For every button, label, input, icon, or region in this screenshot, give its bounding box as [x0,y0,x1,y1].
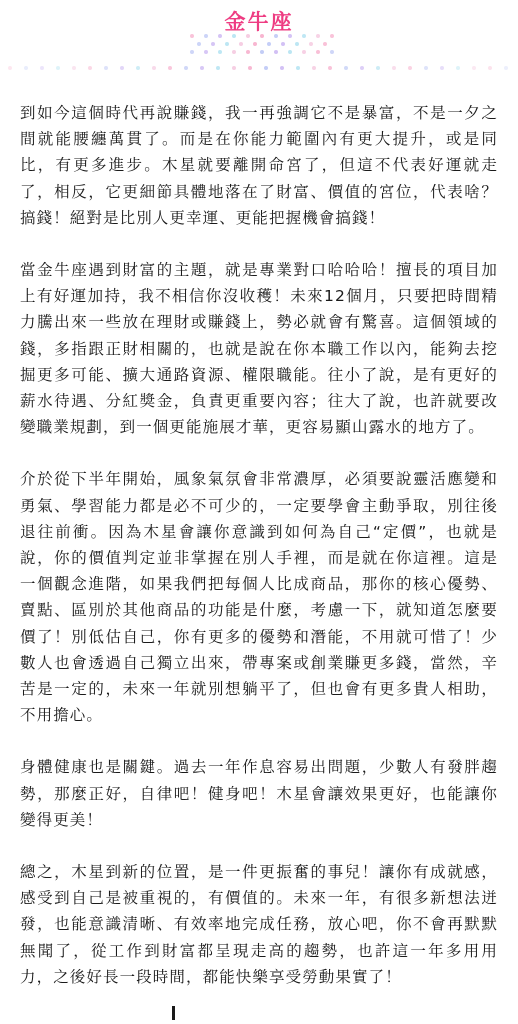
decorative-dot [504,66,508,70]
decorative-dot [309,42,313,46]
decorative-dot [104,66,108,70]
decorative-dot [288,50,292,54]
decorative-dot [72,66,76,70]
text-cursor [172,1006,175,1020]
header [0,0,518,60]
decorative-dot [312,66,316,70]
article-paragraph-5: 總之，木星到新的位置，是一件更振奮的事兒！讓你有成就感，感受到自己是被重視的，有價值的。未來一年，有很多新想法迸發，也能意識清晰、有效率地完成任務，放心吧，你不會再默默無聞了，從工作到財富都呈現走高的趨勢，也許這一年多用用力，之後好長一段時間，都能快樂享受勞動果實了！ [20,863,498,986]
article-paragraph-3: 介於從下半年開始，風象氣氛會非常濃厚，必須要說靈活應變和勇氣、學習能力都是必不可少的，一定要學會主動爭取，別往後退往前衝。因為木星會讓你意識到如何為自己“定價”，也就是說，你的價值判定並非掌握在別人手裡，而是就在你這裡。這是一個觀念進階，如果我們把每個人比成商品，那你的核心優勢、賣點、區別於其他商品的功能是什麼，考慮一下，就知道怎麼要價了！別低估自己，你有更多的優勢和潛能，不用就可惜了！少數人也會透過自己獨立出來，帶專案或創業賺更多錢，當然，辛苦是一定的，未來一年就別想躺平了，但也會有更多貴人相助，不用擔心。 [20,470,498,725]
decorative-dot [296,66,300,70]
decorative-dot [190,50,194,54]
decorative-dot-pattern-bottom [0,66,518,76]
decorative-dot [472,66,476,70]
decorative-dot [184,66,188,70]
decorative-dot [295,42,299,46]
decorative-dot [280,66,284,70]
decorative-dot [281,42,285,46]
decorative-dot [330,50,334,54]
decorative-dot [488,66,492,70]
decorative-dot [8,66,12,70]
decorative-dot [344,66,348,70]
decorative-dot [456,66,460,70]
decorative-dot [225,42,229,46]
article-paragraph-1: 到如今這個時代再說賺錢，我一再強調它不是暴富，不是一夕之間就能腰纏萬貫了。而是在你能力範圍內有更大提升，或是同比，有更多進步。木星就要離開命宮了，但這不代表好運就走了，相反，它更細節具體地落在了財富、價值的宮位，代表啥？搞錢！絕對是比別人更幸運、更能把握機會搞錢！ [20,104,498,227]
decorative-dot [216,66,220,70]
decorative-dot [211,42,215,46]
decorative-dot [392,66,396,70]
decorative-dot [424,66,428,70]
decorative-dot [440,66,444,70]
decorative-dot [204,50,208,54]
decorative-dot [246,50,250,54]
decorative-dot [152,66,156,70]
decorative-dot [24,66,28,70]
decorative-dot [56,66,60,70]
decorative-dot [260,50,264,54]
decorative-dot [267,42,271,46]
decorative-dot [376,66,380,70]
decorative-dot [253,42,257,46]
decorative-dot [197,42,201,46]
decorative-dot [88,66,92,70]
decorative-dot [218,50,222,54]
decorative-dot [232,50,236,54]
article-paragraph-4: 身體健康也是關鍵。過去一年作息容易出問題，少數人有發胖趨勢，那麼正好，自律吧！健身吧！木星會讓效果更好，也能讓你變得更美！ [20,758,498,829]
decorative-dot [360,66,364,70]
decorative-dot [120,66,124,70]
decorative-dot [302,50,306,54]
article-paragraph-2: 當金牛座遇到財富的主題，就是專業對口哈哈哈！擅長的項目加上有好運加持，我不相信你沒收穫！未來12個月，只要把時間精力騰出來一些放在理財或賺錢上，勢必就會有驚喜。這個領域的錢，多指跟正財相關的，也就是說在你本職工作以內，能夠去挖掘更多可能、擴大通路資源、權限職能。往小了說，是有更好的薪水待遇、分紅獎金，負責更重要內容；往大了說，也許就要改變職業規劃，到一個更能施展才華，更容易顯山露水的地方了。 [20,261,498,437]
article-body [20,100,498,990]
decorative-dot [323,42,327,46]
decorative-dot [40,66,44,70]
page-title: 金牛座 [224,10,294,34]
decorative-dot [168,66,172,70]
decorative-dot [200,66,204,70]
decorative-dot [274,50,278,54]
decorative-dot [316,50,320,54]
decorative-dot [264,66,268,70]
decorative-dot [248,66,252,70]
decorative-dot [239,42,243,46]
decorative-dot-pattern [0,34,518,60]
decorative-dot [232,66,236,70]
decorative-dot [136,66,140,70]
decorative-dot [328,66,332,70]
decorative-dot [408,66,412,70]
